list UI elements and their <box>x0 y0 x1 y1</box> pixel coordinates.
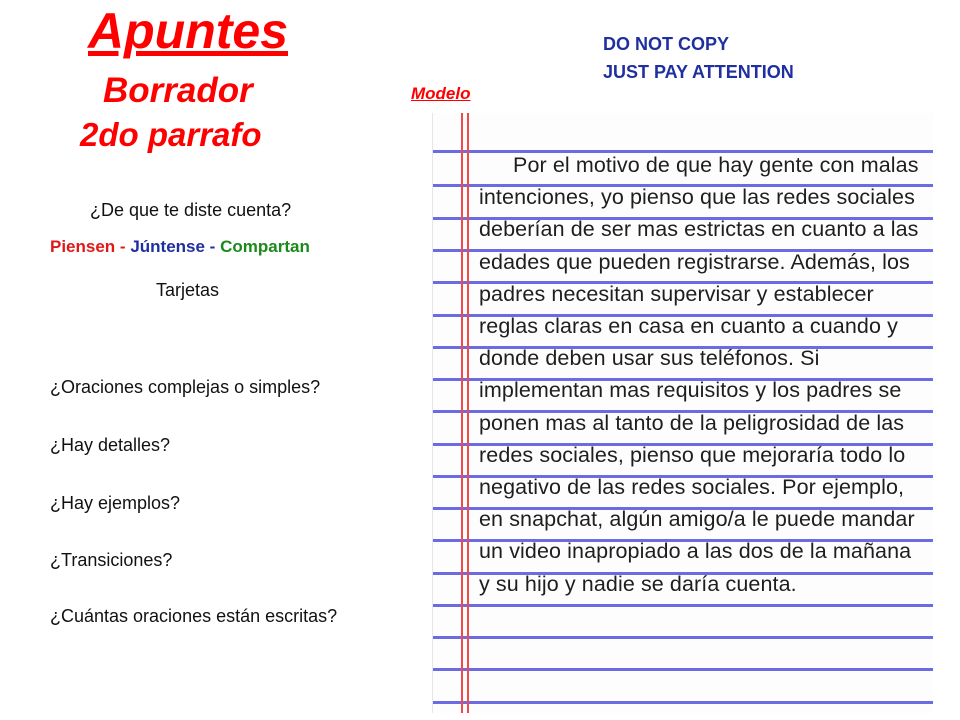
question-examples: ¿Hay ejemplos? <box>50 493 181 513</box>
share-label: Compartan <box>220 237 310 256</box>
think-pair-share <box>50 237 310 257</box>
question-sentence-count: ¿Cuántas oraciones están escritas? <box>50 606 338 626</box>
question-details: ¿Hay detalles? <box>50 435 171 455</box>
lined-paper <box>432 113 933 713</box>
page-title: Apuntes <box>88 3 288 59</box>
pair-label: Júntense - <box>130 237 216 256</box>
margin-line <box>467 113 469 713</box>
question-transitions: ¿Transiciones? <box>50 550 173 570</box>
notice-line-2: JUST PAY ATTENTION <box>603 62 794 82</box>
model-paragraph: Por el motivo de que hay gente con malas intenciones, yo pienso que las redes sociales deberían de ser mas estrictas en cuanto a las edades que pueden registrarse. Además, los padres necesitan supervisar y establecer reglas claras en casa en cuanto a cuando y donde deben usar sus teléfonos. Si implementan mas requisitos y los padres se ponen mas al tanto de la peligrosidad de las redes sociales, pienso que mejoraría todo lo negativo de las redes sociales. Por ejemplo, en snapchat, algún amigo/a le puede mandar un video inapropiado a las dos de la mañana y su hijo y nadie se daría cuenta. <box>479 153 919 596</box>
modelo-label: Modelo <box>411 84 471 103</box>
notice <box>603 30 794 86</box>
paper-rule <box>433 701 933 704</box>
paper-rule <box>433 668 933 671</box>
think-label: Piensen - <box>50 237 126 256</box>
paper-rule <box>433 636 933 639</box>
question-complex-simple: ¿Oraciones complejas o simples? <box>50 377 321 397</box>
paper-rule <box>433 604 933 607</box>
margin-line <box>461 113 463 713</box>
section-heading: 2do parrafo <box>80 116 262 153</box>
notice-line-1: DO NOT COPY <box>603 34 730 54</box>
cards-label: Tarjetas <box>156 280 220 300</box>
intro-question: ¿De que te diste cuenta? <box>90 200 292 220</box>
subtitle: Borrador <box>103 71 253 110</box>
